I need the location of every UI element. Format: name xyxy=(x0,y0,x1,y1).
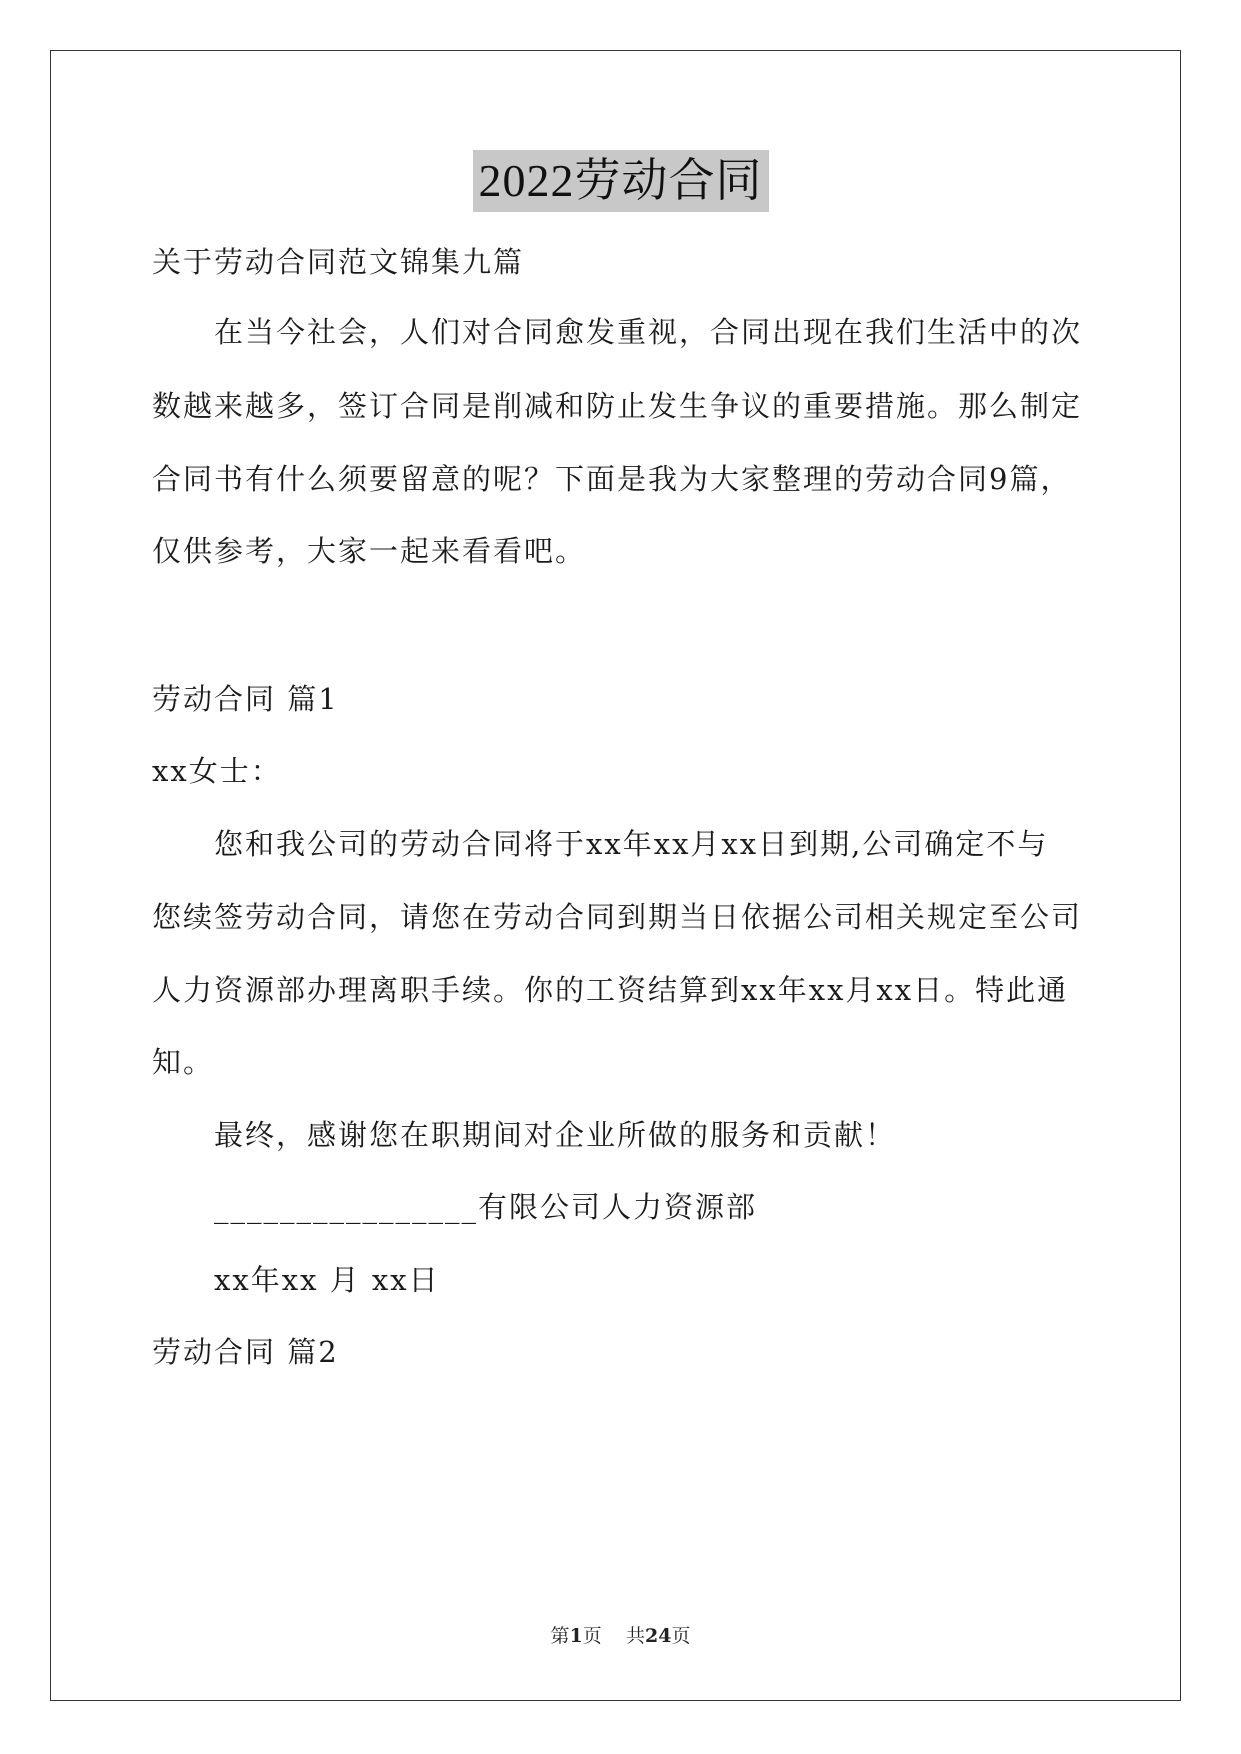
footer-total-pages: 24 xyxy=(644,1625,672,1647)
footer-prefix: 第 xyxy=(550,1625,570,1647)
body-line-2: 您续签劳动合同，请您在劳动合同到期当日依据公司相关规定至公司 xyxy=(152,900,1083,934)
section-heading-2: 劳动合同 篇2 xyxy=(152,1335,339,1369)
intro-line-4: 仅供参考，大家一起来看看吧。 xyxy=(152,534,587,568)
intro-line-3: 合同书有什么须要留意的呢？下面是我为大家整理的劳动合同9篇， xyxy=(152,462,1072,496)
footer-page-label: 页 xyxy=(582,1625,602,1647)
intro-line-2: 数越来越多，签订合同是削减和防止发生争议的重要措施。那么制定 xyxy=(152,389,1083,423)
body-line-3: 人力资源部办理离职手续。你的工资结算到xx年xx月xx日。特此通 xyxy=(152,973,1069,1007)
date-line: xx年xx 月 xx日 xyxy=(214,1263,440,1297)
document-title: 2022劳动合同 xyxy=(473,150,769,212)
footer-total-suffix: 页 xyxy=(671,1625,691,1647)
body-line-4: 知。 xyxy=(152,1045,215,1079)
section-heading-1: 劳动合同 篇1 xyxy=(152,682,339,716)
footer-current-page: 1 xyxy=(569,1625,583,1647)
signature-line: ________________有限公司人力资源部 xyxy=(214,1190,758,1224)
closing-line: 最终，感谢您在职期间对企业所做的服务和贡献！ xyxy=(214,1118,897,1152)
page-border xyxy=(50,50,1181,1701)
title-container xyxy=(0,150,1241,212)
salutation: xx女士： xyxy=(152,754,282,788)
body-line-1: 您和我公司的劳动合同将于xx年xx月xx日到期,公司确定不与 xyxy=(214,827,1049,861)
page-footer xyxy=(0,1624,1241,1648)
subtitle: 关于劳动合同范文锦集九篇 xyxy=(152,245,525,279)
footer-total-prefix: 共 xyxy=(625,1625,645,1647)
intro-line-1: 在当今社会，人们对合同愈发重视，合同出现在我们生活中的次 xyxy=(214,315,1083,349)
